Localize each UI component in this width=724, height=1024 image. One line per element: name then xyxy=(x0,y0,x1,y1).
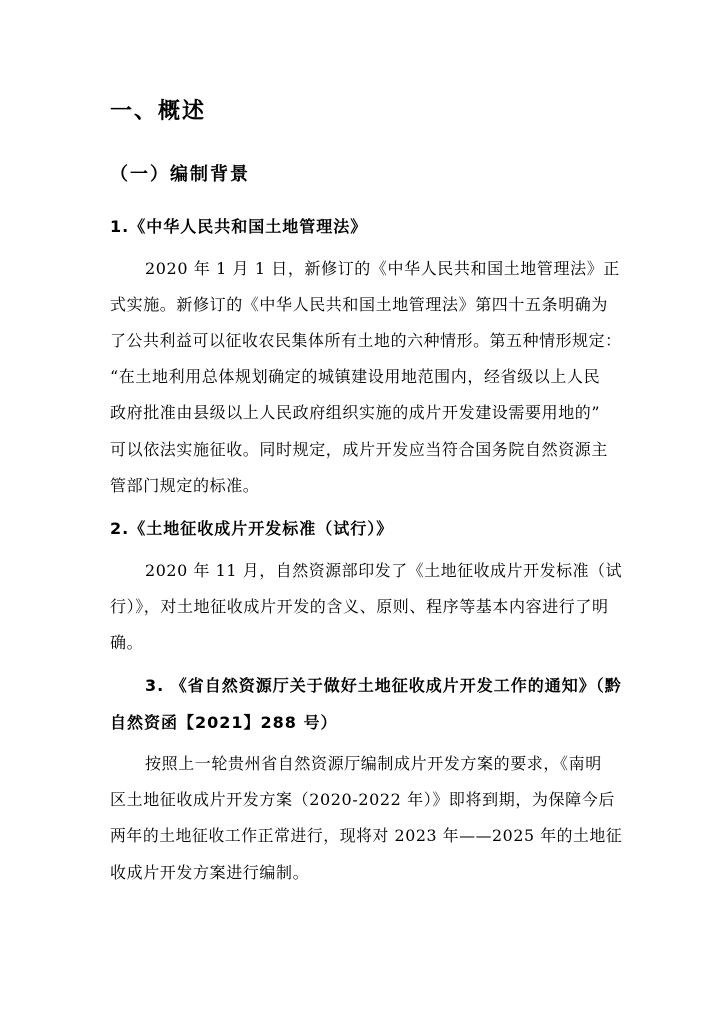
section1-line: 式实施。新修订的《中华人民共和国土地管理法》第四十五条明确为 xyxy=(110,295,609,314)
section1-line: “在土地利用总体规划确定的城镇建设用地范围内，经省级以上人民 xyxy=(110,367,601,386)
heading-overview: 一、概述 xyxy=(110,99,207,124)
section3-line: 区土地征收成片开发方案（2020-2022 年）》即将到期，为保障今后 xyxy=(110,790,615,809)
section1-line: 政府批准由县级以上人民政府组织实施的成片开发建设需要用地的” xyxy=(110,403,601,422)
section3-line: 收成片开发方案进行编制。 xyxy=(110,863,310,882)
section2-line: 确。 xyxy=(110,633,144,652)
section1-title: 1.《中华人民共和国土地管理法》 xyxy=(110,217,368,236)
section3-title-line1: 3. 《省自然资源厅关于做好土地征收成片开发工作的通知》（黔 xyxy=(145,676,622,695)
section2-title: 2.《土地征收成片开发标准（试行）》 xyxy=(110,519,394,538)
section1-line: 了公共利益可以征收农民集体所有土地的六种情形。第五种情形规定： xyxy=(110,331,622,350)
section3-line: 按照上一轮贵州省自然资源厅编制成片开发方案的要求，《南明 xyxy=(145,754,602,773)
section1-line: 管部门规定的标准。 xyxy=(110,476,260,495)
section1-line: 2020 年 1 月 1 日，新修订的《中华人民共和国土地管理法》正 xyxy=(145,259,620,278)
heading-background: （一）编制背景 xyxy=(110,164,250,185)
section2-line: 2020 年 11 月，自然资源部印发了《土地征收成片开发标准（试 xyxy=(145,561,623,580)
section3-title-line2: 自然资函【2021】288 号） xyxy=(110,713,338,732)
section2-line: 行）》，对土地征收成片开发的含义、原则、程序等基本内容进行了明 xyxy=(110,597,609,616)
section3-line: 两年的土地征收工作正常进行，现将对 2023 年——2025 年的土地征 xyxy=(110,826,623,845)
section1-line: 可以依法实施征收。同时规定，成片开发应当符合国务院自然资源主 xyxy=(110,440,609,459)
